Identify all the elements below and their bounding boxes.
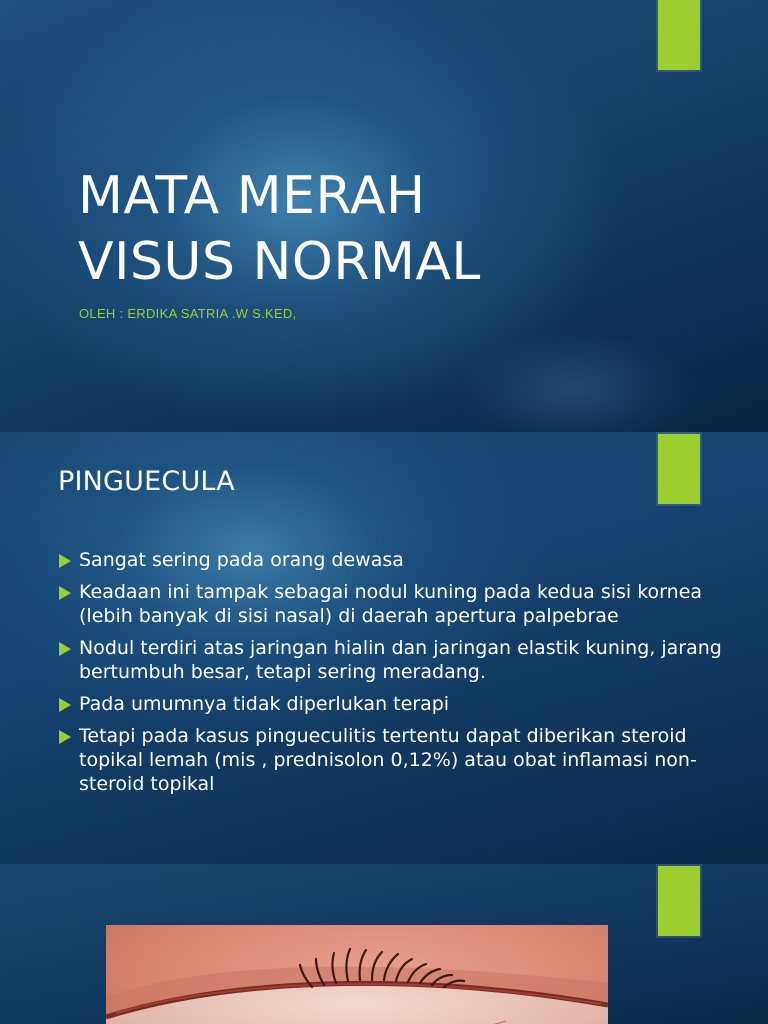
triangle-bullet-icon: [59, 730, 71, 744]
slide-heading: PINGUECULA: [58, 466, 235, 497]
bullet-item: [58, 636, 748, 684]
bullet-text: Tetapi pada kasus pingueculitis tertentu dapat diberikan steroid topikal lemah (mis , prednisolon 0,12%) atau obat inflamasi non-steroid topikal: [79, 725, 697, 795]
eye-photo: [106, 925, 608, 1024]
triangle-bullet-icon: [59, 586, 71, 600]
bullet-list: [58, 548, 748, 804]
slide-subtitle-author: OLEH : ERDIKA SATRIA .W S.KED,: [79, 306, 297, 321]
bullet-item: [58, 580, 748, 628]
eye-photo-illustration: [106, 925, 608, 1024]
slide-title-line-2: VISUS NORMAL: [78, 232, 481, 292]
bullet-text: Keadaan ini tampak sebagai nodul kuning pada kedua sisi kornea (lebih banyak di sisi nasal) di daerah apertura palpebrae: [79, 581, 703, 627]
bullet-item: [58, 548, 748, 572]
bullet-item: [58, 724, 748, 796]
triangle-bullet-icon: [59, 642, 71, 656]
slide-title: [78, 163, 638, 295]
accent-bar: [658, 434, 700, 504]
slide-title-line-1: MATA MERAH: [78, 166, 426, 226]
bullet-text: Nodul terdiri atas jaringan hialin dan jaringan elastik kuning, jarang bertumbuh besar, tetapi sering meradang.: [79, 637, 722, 683]
bullet-text: Pada umumnya tidak diperlukan terapi: [79, 693, 450, 715]
title-slide: [0, 0, 768, 432]
bullet-item: [58, 692, 748, 716]
triangle-bullet-icon: [59, 698, 71, 712]
photo-slide: [0, 864, 768, 1024]
accent-bar: [658, 0, 700, 70]
triangle-bullet-icon: [59, 554, 71, 568]
pinguecula-slide: [0, 432, 768, 864]
accent-bar: [658, 866, 700, 936]
bullet-text: Sangat sering pada orang dewasa: [79, 549, 404, 571]
